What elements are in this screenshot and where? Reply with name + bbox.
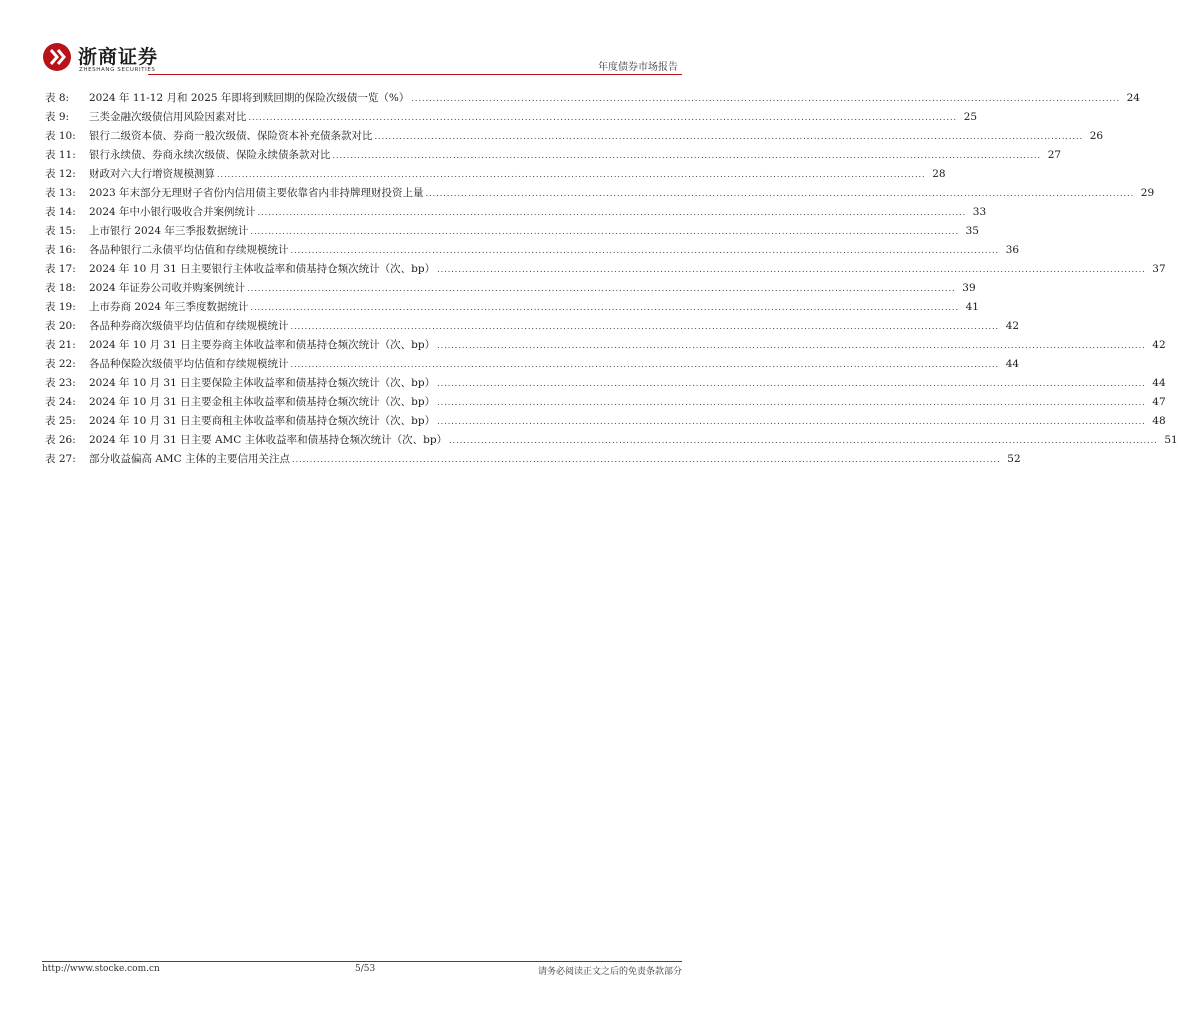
- toc-entry-title[interactable]: 2024 年 10 月 31 日主要券商主体收益率和债基持仓频次统计（次、bp）: [89, 339, 436, 351]
- toc-leader-dots: ........................................................................................................................................................................................................: [290, 246, 1000, 255]
- toc-entry[interactable]: [45, 89, 1140, 108]
- zheshang-logo-icon: [42, 42, 72, 72]
- toc-entry-label: 表 24:: [45, 396, 76, 408]
- page-number: 5/53: [355, 964, 376, 974]
- toc-entry-label: 表 21:: [45, 339, 76, 351]
- logo-subtitle: ZHESHANG SECURITIES: [79, 67, 156, 73]
- toc-entry-page[interactable]: 37: [1152, 263, 1166, 275]
- toc-leader-dots: ........................................................................................................................................................................................................: [250, 303, 959, 312]
- toc-leader-dots: ........................................................................................................................................................................................................: [248, 113, 958, 122]
- footer-divider: [42, 961, 682, 962]
- toc-leader-dots: ........................................................................................................................................................................................................: [437, 265, 1146, 274]
- toc-entry[interactable]: [45, 260, 1166, 279]
- toc-entry[interactable]: [45, 317, 1020, 336]
- toc-entry[interactable]: [45, 336, 1166, 355]
- toc-leader-dots: ........................................................................................................................................................................................................: [247, 284, 956, 293]
- toc-entry[interactable]: [45, 203, 987, 222]
- toc-entry-label: 表 26:: [45, 434, 76, 446]
- toc-entry[interactable]: [45, 184, 1155, 203]
- toc-leader-dots: ........................................................................................................................................................................................................: [437, 379, 1146, 388]
- toc-entry-title[interactable]: 银行二级资本债、券商一般次级债、保险资本补充债条款对比: [89, 130, 373, 142]
- toc-entry-page[interactable]: 42: [1152, 339, 1166, 351]
- toc-entry-label: 表 20:: [45, 320, 76, 332]
- toc-entry-title[interactable]: 上市券商 2024 年三季度数据统计: [89, 301, 249, 313]
- toc-entry-title[interactable]: 银行永续债、券商永续次级债、保险永续债条款对比: [89, 149, 331, 161]
- toc-entry-page[interactable]: 33: [972, 206, 987, 218]
- toc-entry-page[interactable]: 51: [1164, 434, 1178, 446]
- toc-leader-dots: ........................................................................................................................................................................................................: [250, 227, 959, 236]
- toc-entry[interactable]: [45, 374, 1166, 393]
- toc-leader-dots: ........................................................................................................................................................................................................: [332, 151, 1042, 160]
- toc-entry-title[interactable]: 2024 年 10 月 31 日主要银行主体收益率和债基持仓频次统计（次、bp）: [89, 263, 436, 275]
- toc-entry-title[interactable]: 各品种银行二永债平均估值和存续规模统计: [89, 244, 289, 256]
- toc-leader-dots: ........................................................................................................................................................................................................: [437, 341, 1146, 350]
- toc-entry-page[interactable]: 44: [1005, 358, 1020, 370]
- toc-entry-page[interactable]: 36: [1005, 244, 1020, 256]
- toc-leader-dots: ........................................................................................................................................................................................................: [437, 417, 1146, 426]
- footer-url-link[interactable]: http://www.stocke.com.cn: [42, 964, 160, 974]
- toc-entry-page[interactable]: 28: [932, 168, 946, 180]
- disclaimer-text: 请务必阅读正文之后的免责条款部分: [537, 967, 682, 977]
- toc-leader-dots: ........................................................................................................................................................................................................: [217, 170, 926, 179]
- toc-entry-page[interactable]: 52: [1007, 453, 1021, 465]
- toc-entry-page[interactable]: 29: [1140, 187, 1155, 199]
- toc-entry-page[interactable]: 42: [1005, 320, 1020, 332]
- toc-entry-title[interactable]: 2023 年末部分无理财子省份内信用债主要依靠省内非持牌理财投资上量: [89, 187, 424, 199]
- toc-leader-dots: ........................................................................................................................................................................................................: [449, 436, 1158, 445]
- toc-entry-label: 表 14:: [45, 206, 76, 218]
- toc-entry-label: 表 16:: [45, 244, 76, 256]
- header-divider: [148, 74, 682, 75]
- toc-entry-title[interactable]: 上市银行 2024 年三季报数据统计: [89, 225, 249, 237]
- toc-entry-label: 表 23:: [45, 377, 76, 389]
- toc-entry-label: 表 19:: [45, 301, 76, 313]
- toc-leader-dots: ........................................................................................................................................................................................................: [374, 132, 1084, 141]
- toc-entry-label: 表 9:: [45, 111, 70, 123]
- toc-entry-label: 表 8:: [45, 92, 70, 104]
- toc-entry[interactable]: [45, 393, 1166, 412]
- toc-entry-label: 表 22:: [45, 358, 76, 370]
- toc-leader-dots: ........................................................................................................................................................................................................: [290, 322, 1000, 331]
- toc-entry[interactable]: [45, 431, 1178, 450]
- toc-entry-page[interactable]: 39: [962, 282, 976, 294]
- toc-entry-label: 表 15:: [45, 225, 76, 237]
- page-footer: [42, 964, 682, 978]
- toc-entry-title[interactable]: 2024 年 11-12 月和 2025 年即将到赎回期的保险次级债一览（%）: [89, 92, 410, 104]
- toc-entry-label: 表 17:: [45, 263, 76, 275]
- toc-entry-title[interactable]: 2024 年 10 月 31 日主要 AMC 主体收益率和债基持仓频次统计（次、bp）: [89, 434, 448, 446]
- toc-entry-label: 表 11:: [45, 149, 76, 161]
- page-header: [42, 40, 682, 80]
- toc-entry[interactable]: [45, 355, 1020, 374]
- toc-entry-title[interactable]: 2024 年 10 月 31 日主要商租主体收益率和债基持仓频次统计（次、bp）: [89, 415, 436, 427]
- toc-entry-title[interactable]: 2024 年中小银行吸收合并案例统计: [89, 206, 256, 218]
- toc-entry-label: 表 25:: [45, 415, 76, 427]
- toc-entry-title[interactable]: 财政对六大行增资规模测算: [89, 168, 215, 180]
- toc-entry[interactable]: [45, 298, 979, 317]
- toc-entry[interactable]: [45, 108, 978, 127]
- toc-entry[interactable]: [45, 127, 1104, 146]
- toc-entry[interactable]: [45, 412, 1166, 431]
- table-of-contents: [45, 89, 1178, 469]
- toc-leader-dots: ........................................................................................................................................................................................................: [292, 455, 1001, 464]
- toc-entry[interactable]: [45, 165, 946, 184]
- toc-entry-label: 表 27:: [45, 453, 76, 465]
- toc-leader-dots: ........................................................................................................................................................................................................: [411, 94, 1120, 103]
- toc-entry-page[interactable]: 26: [1089, 130, 1104, 142]
- toc-entry-label: 表 12:: [45, 168, 76, 180]
- toc-entry[interactable]: [45, 279, 976, 298]
- toc-entry-title[interactable]: 各品种保险次级债平均估值和存续规模统计: [89, 358, 289, 370]
- toc-entry-page[interactable]: 47: [1152, 396, 1166, 408]
- logo-text: 浙商证券: [78, 46, 159, 68]
- toc-entry-label: 表 18:: [45, 282, 76, 294]
- toc-entry[interactable]: [45, 146, 1062, 165]
- toc-entry-title[interactable]: 部分收益偏高 AMC 主体的主要信用关注点: [89, 453, 291, 465]
- toc-leader-dots: ........................................................................................................................................................................................................: [257, 208, 967, 217]
- report-type: 年度债券市场报告: [598, 62, 678, 73]
- toc-entry-label: 表 10:: [45, 130, 76, 142]
- toc-entry[interactable]: [45, 222, 979, 241]
- toc-entry-page[interactable]: 48: [1152, 415, 1166, 427]
- toc-entry-page[interactable]: 44: [1152, 377, 1166, 389]
- toc-entry-title[interactable]: 各品种券商次级债平均估值和存续规模统计: [89, 320, 289, 332]
- toc-entry-page[interactable]: 35: [965, 225, 979, 237]
- toc-entry-label: 表 13:: [45, 187, 76, 199]
- toc-entry[interactable]: [45, 241, 1020, 260]
- toc-entry-title[interactable]: 2024 年 10 月 31 日主要保险主体收益率和债基持仓频次统计（次、bp）: [89, 377, 436, 389]
- toc-entry-page[interactable]: 41: [965, 301, 979, 313]
- toc-entry-title[interactable]: 2024 年 10 月 31 日主要金租主体收益率和债基持仓频次统计（次、bp）: [89, 396, 436, 408]
- toc-entry[interactable]: [45, 450, 1021, 469]
- toc-leader-dots: ........................................................................................................................................................................................................: [425, 189, 1135, 198]
- toc-entry-title[interactable]: 三类金融次级债信用风险因素对比: [89, 111, 247, 123]
- toc-entry-page[interactable]: 24: [1126, 92, 1140, 104]
- toc-leader-dots: ........................................................................................................................................................................................................: [437, 398, 1146, 407]
- toc-entry-title[interactable]: 2024 年证券公司收并购案例统计: [89, 282, 246, 294]
- toc-entry-page[interactable]: 25: [963, 111, 978, 123]
- toc-leader-dots: ........................................................................................................................................................................................................: [290, 360, 1000, 369]
- toc-entry-page[interactable]: 27: [1047, 149, 1062, 161]
